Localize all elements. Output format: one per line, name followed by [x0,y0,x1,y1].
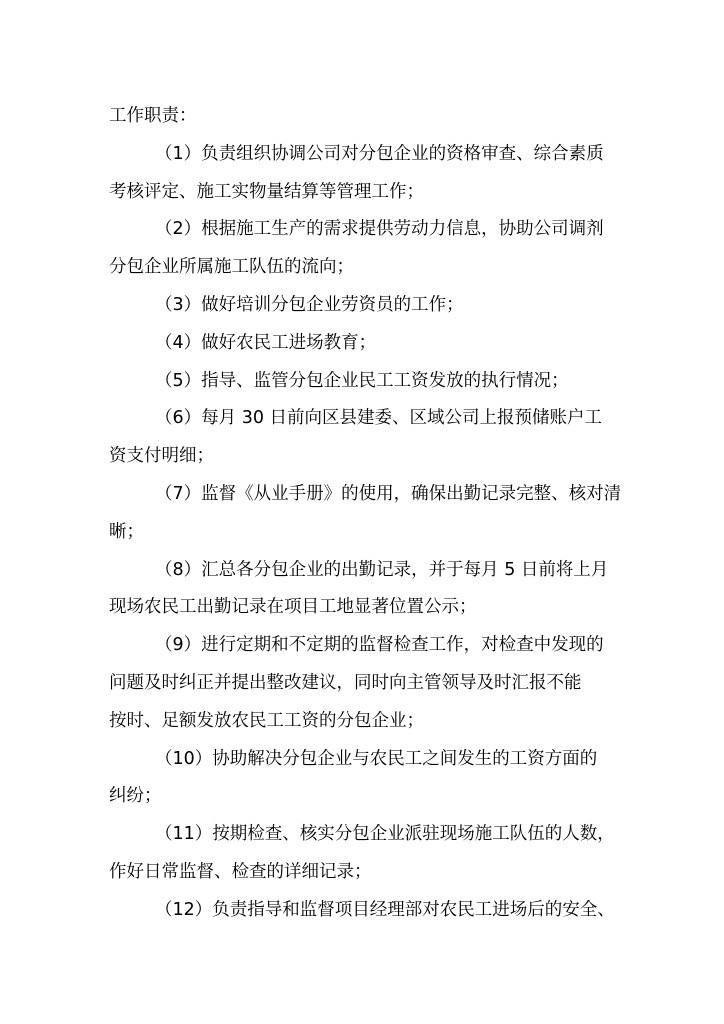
duty-3-line-1: （3）做好培训分包企业劳资员的工作； [155,294,464,315]
duty-7-line-2: 晰； [109,521,144,542]
duty-9-line-1: （9）进行定期和不定期的监督检查工作，对检查中发现的 [155,635,604,656]
duty-8-line-1: （8）汇总各分包企业的出勤记录，并于每月 5 日前将上月 [155,559,609,580]
duty-1-line-1: （1）负责组织协调公司对分包企业的资格审查、综合素质 [155,143,604,164]
duty-5-line-1: （5）指导、监管分包企业民工工资发放的执行情况； [155,370,569,391]
duty-9-line-3: 按时、足额发放农民工工资的分包企业； [109,710,424,731]
duty-9-line-2: 问题及时纠正并提出整改建议，同时向主管领导及时汇报不能 [109,672,582,693]
section-heading: 工作职责： [109,106,197,126]
duty-12-line-1: （12）负责指导和监督项目经理部对农民工进场后的安全、 [155,899,615,920]
duty-10-line-1: （10）协助解决分包企业与农民工之间发生的工资方面的 [155,748,598,769]
duty-11-line-2: 作好日常监督、检查的详细记录； [109,861,372,882]
duty-7-line-1: （7）监督《从业手册》的使用，确保出勤记录完整、核对清 [155,483,622,504]
duty-6-line-1: （6）每月 30 日前向区县建委、区域公司上报预储账户工 [155,408,603,429]
duty-4-line-1: （4）做好农民工进场教育； [155,332,377,353]
duty-2-line-2: 分包企业所属施工队伍的流向； [109,257,354,278]
duty-6-line-2: 资支付明细； [109,446,214,467]
duty-1-line-2: 考核评定、施工实物量结算等管理工作； [109,181,424,202]
duty-11-line-1: （11）按期检查、核实分包企业派驻现场施工队伍的人数， [155,824,615,845]
duty-8-line-2: 现场农民工出勤记录在项目工地显著位置公示； [109,597,477,618]
duty-10-line-2: 纠纷； [109,786,162,807]
duty-2-line-1: （2）根据施工生产的需求提供劳动力信息，协助公司调剂 [155,219,604,240]
document-body [109,98,629,930]
